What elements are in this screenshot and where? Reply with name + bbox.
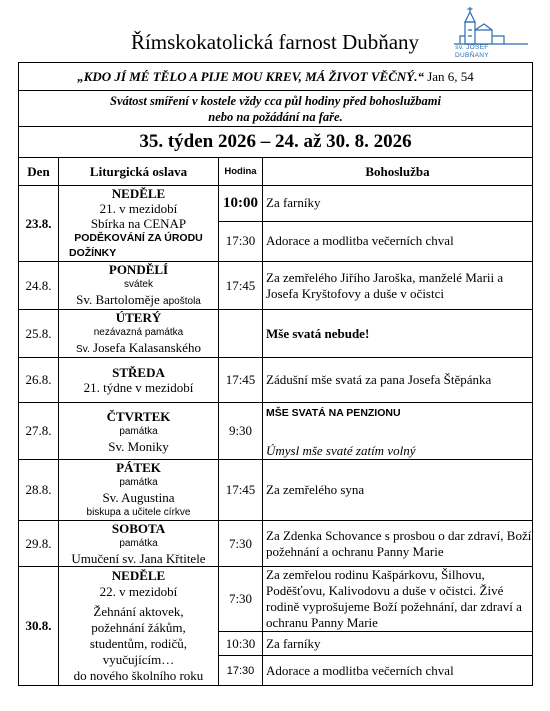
service-time: 9:30 [219,403,263,460]
liturgy-cell [59,567,219,686]
liturgy-line: vyučujícím… [102,652,175,667]
day-date: 29.8. [19,521,59,567]
liturgy-day-name: PONDĚLÍ [108,262,169,277]
liturgy-line: Sv. Bartoloměje [76,292,160,307]
day-date: 30.8. [19,567,59,686]
service-intention [263,403,533,460]
service-intention: Adorace a modlitba večerních chval [263,656,533,686]
liturgy-line: studentům, rodičů, [89,636,188,651]
service-time: 17:45 [219,358,263,403]
col-hour: Hodina [219,158,263,186]
liturgy-day-name: NEDĚLE [111,186,166,201]
liturgy-line: Sv. Moniky [108,438,169,454]
day-date: 26.8. [19,358,59,403]
day-date: 23.8. [19,186,59,262]
confession-row [19,91,533,127]
liturgy-line: památka [119,425,158,437]
liturgy-line: DOŽÍNKY [69,247,117,259]
column-headers [19,158,533,186]
service-time: 7:30 [219,521,263,567]
col-day: Den [19,158,59,186]
service-intention: Mše svatá nebude! [263,310,533,358]
liturgy-cell [59,262,219,310]
liturgy-day-name: STŘEDA [112,365,165,380]
liturgy-day-name: PÁTEK [116,460,161,475]
liturgy-cell [59,186,219,262]
liturgy-line: do nového školního roku [73,668,204,683]
liturgy-line: 21. týdne v mezidobí [83,380,194,395]
liturgy-line: PODĚKOVÁNÍ ZA ÚRODU [74,232,203,244]
table-row [19,186,533,222]
table-row [19,567,533,632]
service-time: 17:30 [219,221,263,261]
service-time [219,310,263,358]
liturgy-day-name: SOBOTA [111,521,166,536]
liturgy-line: památka [119,477,158,488]
liturgy-cell [59,358,219,403]
liturgy-cell [59,460,219,521]
service-intention: Za farníky [263,186,533,222]
col-liturgy: Liturgická oslava [59,158,219,186]
quote-row [19,63,533,91]
week-title: 35. týden 2026 – 24. až 30. 8. 2026 [19,127,533,158]
service-intention: Za zemřelou rodinu Kašpárkovu, Šilhovu, Poděšťovu, Kalivodovu a duše v očistci. Živé rodině vyprošujeme Boží požehnání, dar zdraví a ochranu Panny Marie [263,567,533,632]
liturgy-line: svátek [124,279,153,290]
confession-note [19,91,533,127]
day-date: 27.8. [19,403,59,460]
liturgy-cell [59,310,219,358]
liturgy-line: apoštola [163,296,201,307]
liturgy-line: Sv. Augustina [102,490,175,505]
service-time: 17:45 [219,262,263,310]
day-date: 28.8. [19,460,59,521]
table-row [19,521,533,567]
liturgy-line: 22. v mezidobí [99,584,178,599]
liturgy-line: biskupa a učitele církve [86,507,191,518]
liturgy-line: nezávazná památka [93,327,184,338]
quote-reference: Jan 6, 54 [427,68,474,84]
service-note: Úmysl mše svaté zatím volný [266,443,416,458]
parish-title: Římskokatolická farnost Dubňany [130,30,420,54]
liturgy-line: 21. v mezidobí [99,201,178,216]
confession-line-2: nebo na požádání na faře. [208,109,343,124]
confession-line-1: Svátost smíření v kostele vždy cca půl hodiny před bohoslužbami [110,93,441,108]
service-time: 7:30 [219,567,263,632]
table-row [19,460,533,521]
week-row [19,127,533,158]
logo-line-1: sv. JOSEF [455,44,489,51]
liturgy-line: požehnání žákům, [91,620,186,635]
service-intention: Zádušní mše svatá za pana Josefa Štěpánka [263,358,533,403]
liturgy-day-name: NEDĚLE [111,568,166,583]
service-intention: Za farníky [263,632,533,656]
logo-line-2: DUBŇANY [455,52,489,59]
liturgy-line: Umučení sv. Jana Křtitele [71,551,206,566]
service-time: 17:30 [219,656,263,686]
service-intention: Za zemřelého syna [263,460,533,521]
liturgy-line: Sbírka na CENAP [90,216,187,231]
logo-caption [455,44,489,60]
service-time: 10:00 [219,186,263,222]
table-row [19,403,533,460]
table-row [19,358,533,403]
table-row [19,262,533,310]
liturgy-cell [59,521,219,567]
day-date: 24.8. [19,262,59,310]
service-intention: Za Zdenka Schovance s prosbou o dar zdraví, Boží požehnání a ochranu Panny Marie [263,521,533,567]
service-location: MŠE SVATÁ NA PENZIONU [266,407,401,419]
liturgy-day-name: ČTVRTEK [106,408,171,424]
liturgy-line: Sv. [76,344,90,355]
service-time: 17:45 [219,460,263,521]
day-date: 25.8. [19,310,59,358]
liturgy-line: Žehnání aktovek, [93,604,184,619]
liturgy-day-name: ÚTERÝ [115,310,162,325]
schedule-table [18,62,533,686]
service-intention: Adorace a modlitba večerních chval [263,221,533,261]
liturgy-line: památka [119,538,158,549]
liturgy-cell [59,403,219,460]
liturgy-line: Josefa Kalasanského [93,340,201,355]
gospel-quote [19,63,533,91]
service-time: 10:30 [219,632,263,656]
table-row [19,310,533,358]
col-service: Bohoslužba [263,158,533,186]
quote-text: „KDO JÍ MÉ TĚLO A PIJE MOU KREV, MÁ ŽIVOT VĚČNÝ.“ [77,68,424,84]
service-intention: Za zemřelého Jiřího Jaroška, manželé Marii a Josefa Kryštofovy a duše v očistci [263,262,533,310]
